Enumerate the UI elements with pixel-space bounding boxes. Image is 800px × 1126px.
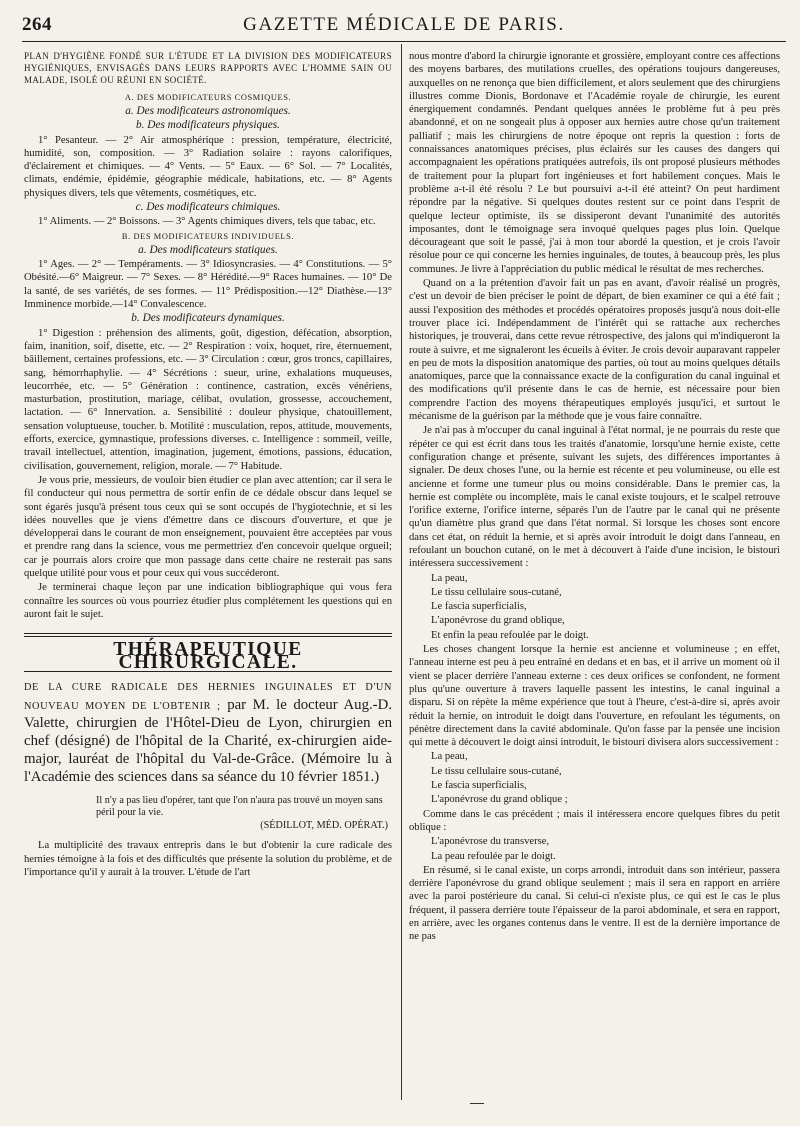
- paragraph: Quand on a la prétention d'avoir fait un pas en avant, d'avoir réalisé un progrès, c'est un devoir de bien préciser le point de départ, de bien examiner ce qui a été fait ; aussi l'exposition des méthodes et procédés opératoires proposés jusqu'à nous doit-elle trouver place ici. Indépendamment de l'intérêt qui se rattache aux recherches historiques, je trouverai, dans cette revue rétrospective, des jalons qui m'indiqueront la route à suivre, et me signaleront les écueils à éviter. Je crois devoir auparavant rappeler en peu de mots la disposition anatomique des parties, où tout au moins quelques détails anatomiques, parce que la connaissance exacte de la configuration du canal inguinal et des modifications qu'il présente dans le cas de hernie, est nécessaire pour bien comprendre l'action des moyens thérapeutiques employés jusqu'ici, et surtout le mécanisme de la guérison par la méthode que je vous faire connaître.: [409, 278, 780, 423]
- paragraph: nous montre d'abord la chirurgie ignorante et grossière, employant contre ces affections des moyens barbares, des mutilations cruelles, des opérations toujours dangereuses, auxquelles on ne renonça que bien difficilement, et alors seulement que des chirurgiens illustres comme Dionis, Bordonave et l'Académie royale de chirurgie, les eurent énergiquement condamnés. Pendant quelques années le problème fut à peu près abandonné, et on ne songeait plus à opposer aux hernies autre chose qu'un traitement palliatif ; mais les chirurgiens de notre époque ont repris la question : forts de connaissances anatomiques précises, plus éclairés sur les causes des dangers qui accompagnaient les opérations pratiquées autrefois, ils ont proposé plusieurs méthodes de traitement pour la plupart fort ingénieuses et fort habilement conçues. Mais le problème a-t-il été résolu ? Le but poursuivi a-t-il été atteint? On peut hardiment répondre par la négative. Si quelques doutes restent sur ce point dans l'esprit de quelque lecteur optimiste, ils se dissiperont devant l'unanimité des autorités imposantes, dont le témoignage sera invoqué quelques pages plus loin. Quelque décourageant que soit le passé, j'ai à mon tour abordé la question, et je crois l'avoir résolue pour ce qui concerne les hernies inguinales, de toutes, à beaucoup près, les plus communes. Je livre à l'appréciation du public médical le résultat de mes recherches.: [409, 51, 780, 275]
- heading-cosmiques: A. DES MODIFICATEURS COSMIQUES.: [124, 92, 292, 102]
- footer-mark: [470, 1103, 484, 1104]
- article-heading-caps: DE LA CURE RADICALE DES HERNIES INGUINALES ET D'UN NOUVEAU MOYEN DE L'OBTENIR ;: [24, 681, 392, 712]
- epigraph: [96, 795, 392, 833]
- section-title: THÉRAPEUTIQUE CHIRURGICALE.: [113, 639, 303, 674]
- right-column: [409, 50, 780, 945]
- epigraph-source: (SÉDILLOT, MÉD. OPÉRAT.): [260, 819, 388, 831]
- list-item: Le fascia superficialis,: [431, 601, 527, 613]
- page-header: [22, 14, 786, 40]
- article-heading-author: par M. le docteur Aug.-D. Valette, chirurgien de l'Hôtel-Dieu de Lyon, chirurgien en chef (désigné) de l'hôpital de la Charité, ex-chirurgien aide-major, lauréat de l'hôpital du Val-de-Grâce. (Mémoire lu à l'Académie des sciences dans sa séance du 10 février 1851.): [24, 696, 392, 785]
- list-item: Le fascia superficialis,: [431, 780, 527, 792]
- list-item: L'aponévrose du transverse,: [431, 836, 550, 848]
- chimiques-list: 1° Aliments. — 2° Boissons. — 3° Agents chimiques divers, tels que tabac, etc.: [38, 216, 376, 228]
- plan-title: PLAN D'HYGIÈNE FONDÉ SUR L'ÉTUDE ET LA DIVISION DES MODIFICATEURS HYGIÉNIQUES, ENVISAGÉS DANS LEURS RAPPORTS AVEC L'HOMME SAIN OU MALADE, ISOLÉ OU RÉUNI EN SOCIÉTÉ.: [24, 51, 392, 86]
- heading-chimiques: [24, 201, 392, 214]
- heading-individuels: B. DES MODIFICATEURS INDIVIDUELS.: [121, 231, 295, 241]
- heading-statiques: [24, 244, 392, 257]
- heading-dynamiques-text: b. Des modificateurs dynamiques.: [131, 312, 285, 325]
- journal-title: GAZETTE MÉDICALE DE PARIS.: [243, 14, 565, 35]
- list-item: La peau,: [431, 751, 468, 763]
- list-item: Le tissu cellulaire sous-cutané,: [431, 765, 562, 777]
- paragraph: La multiplicité des travaux entrepris dans le but d'obtenir la cure radicale des hernies témoigne à la fois et des difficultés que présente la solution du problème, et de l'importance qu'il y aurait à la trouver. L'étude de l'art: [24, 840, 392, 878]
- heading-physiques: [24, 119, 392, 132]
- statiques-list: 1° Ages. — 2° — Tempéraments. — 3° Idiosyncrasies. — 4° Constitutions. — 5° Obésité.—6° Maigreur. — 7° Sexes. — 8° Hérédité.—9° Races humaines. — 10° De la santé, de ses variétés, de ses formes. — 11° Prédisposition.—12° Diathèse.—13° Imminence morbide.—14° Convalescence.: [24, 259, 392, 311]
- paragraph: Je terminerai chaque leçon par une indication bibliographique qui vous fera connaître les sources où vous pourriez étudier plus complétement les questions qui en auront fait le sujet.: [24, 582, 392, 620]
- heading-astronomiques: [24, 105, 392, 118]
- list-item: L'aponévrose du grand oblique ;: [431, 794, 568, 806]
- left-column: [24, 50, 392, 880]
- heading-statiques-text: a. Des modificateurs statiques.: [138, 243, 278, 256]
- article-heading: [24, 678, 392, 787]
- paragraph: Les choses changent lorsque la hernie est ancienne et volumineuse ; en effet, l'anneau interne est peu à peu entraîné en dedans et en bas, et il arrive un moment où il vient se placer derrière l'anneau externe : ces deux orifices se confondent, ne forment plus qu'une ouverture à travers laquelle passent les intestins, le canal inguinal a disparu. Si on répète la même expérience que tout à l'heure, c'est-à-dire si, après avoir réduit la hernie, on introduit le doigt dans l'ouverture, en refoulant les téguments, on pénètre directement dans la cavité abdominale. Qu'on fasse par la pensée une incision qui mette à découvert le doigt ainsi introduit, le bistouri divisera alors successivement :: [409, 644, 780, 749]
- list-item: La peau refoulée par le doigt.: [431, 850, 556, 862]
- list-item: Le tissu cellulaire sous-cutané,: [431, 586, 562, 598]
- header-rule: [22, 41, 786, 42]
- epigraph-text: Il n'y a pas lieu d'opérer, tant que l'on n'aura pas trouvé un moyen sans péril pour la vie.: [96, 794, 383, 819]
- heading-chimiques-text: c. Des modificateurs chimiques.: [135, 200, 281, 213]
- paragraph: Je vous prie, messieurs, de vouloir bien étudier ce plan avec attention; car il sera le fil conducteur qui nous permettra de sortir enfin de ce dédale obscur dans lequel se sont égarés jusqu'à présent tous ceux qui se sont occupés de l'hygiotechnie, et si les idées nouvelles que je viens d'émettre dans ce discours d'ouverture, et que je développerai dans le courant de mon enseignement, pouvaient être acceptées par vous et prendre rang dans la science, vous me permettriez d'en concevoir quelque orgueil; car je pourrais alors croire que mon passage dans cette chaire ne resterait pas sans quelque utilité pour vous et pour ceux qui vous succéderont.: [24, 474, 392, 579]
- paragraph: Comme dans le cas précédent ; mais il intéressera encore quelques fibres du petit oblique :: [409, 808, 780, 833]
- list-item: La peau,: [431, 572, 468, 584]
- heading-dynamiques: [24, 312, 392, 325]
- column-divider: [401, 44, 402, 1100]
- list-item: L'aponévrose du grand oblique,: [431, 615, 565, 627]
- heading-physiques-text: b. Des modificateurs physiques.: [135, 119, 281, 132]
- physiques-list: 1° Pesanteur. — 2° Air atmosphérique : pression, température, électricité, humidité, son, composition. — 3° Radiation solaire : rayons calorifiques, d'éclairement et chimiques. — 4° Vents. — 5° Eaux. — 6° Sol. — 7° Localités, climats, endémie, épidémie, géographie médicale, habitations, etc. — 8° Agents physiques divers, tels que vêtements, cosmétiques, etc.: [24, 134, 392, 199]
- paragraph: Je n'ai pas à m'occuper du canal inguinal à l'état normal, je ne pourrais du reste que répéter ce qui est écrit dans tous les traités d'anatomie, lorsqu'une hernie existe, cette configuration change et présente, suivant les sujets, des différences importantes à signaler. De deux choses l'une, ou la hernie est récente et peu volumineuse, ou elle est ancienne et forme une tumeur plus ou moins considérable. Dans le premier cas, la hernie est complète ou incomplète, mais le canal existe toujours, et le scalpel retrouve l'orifice externe, l'orifice interne, séparés l'un de l'autre par le canal qui ne présente qu'un diamètre plus grand que dans l'état normal. Si lorsque les choses sont encore dans cet état, on réduit la hernie, et si après avoir introduit le doigt dans l'anneau, en refoulant un bouchon cutané, on le met à découvert à l'aide d'une incision, le bistouri intéressera successivement :: [409, 425, 780, 570]
- section-rule: [24, 633, 392, 637]
- page-number: 264: [22, 14, 52, 35]
- list-item: Et enfin la peau refoulée par le doigt.: [431, 629, 589, 641]
- dynamiques-list: 1° Digestion : préhension des aliments, goût, digestion, défécation, absorption, faim, inanition, soif, disette, etc. — 2° Respiration : voix, hoquet, rire, éternuement, bâillement, certaines professions, etc. — 3° Circulation : cœur, gros troncs, capillaires, sang, hémorrhaphylie. — 4° Sécrétions : sueur, urine, exhalations muqueuses, leucorrhée, etc. — 5° Génération : continence, castration, excès vénériens, masturbation, prostitution, mariage, célibat, ovulation, grossesse, accouchement, lactation. — 6° Innervation. a. Sensibilité : douleur physique, chatouillement, sensation voluptueuse, toucher. b. Motilité : musculation, repos, attitude, mouvements, efforts, exercice, gymnastique, professions diverses. c. Intelligence : sommeil, veille, travail intellectuel, attention, imagination, jugement, émotions, passions, éducation, civilisation, gouvernement, religion, morale. — 7° Habitude.: [24, 327, 392, 472]
- heading-astronomiques-text: a. Des modificateurs astronomiques.: [125, 104, 291, 117]
- paragraph: En résumé, si le canal existe, un corps arrondi, introduit dans son intérieur, passera derrière l'aponévrose du grand oblique seulement ; mais il sera en rapport en arrière avec la paroi postérieure du canal. Si celui-ci n'existe plus, ce qui est le cas le plus fréquent, il passera derrière toute l'épaisseur de la paroi abdominale, et sera en rapport, en arrière, avec les organes contenus dans le ventre. Il est de la dernière importance de ne pas: [409, 864, 780, 943]
